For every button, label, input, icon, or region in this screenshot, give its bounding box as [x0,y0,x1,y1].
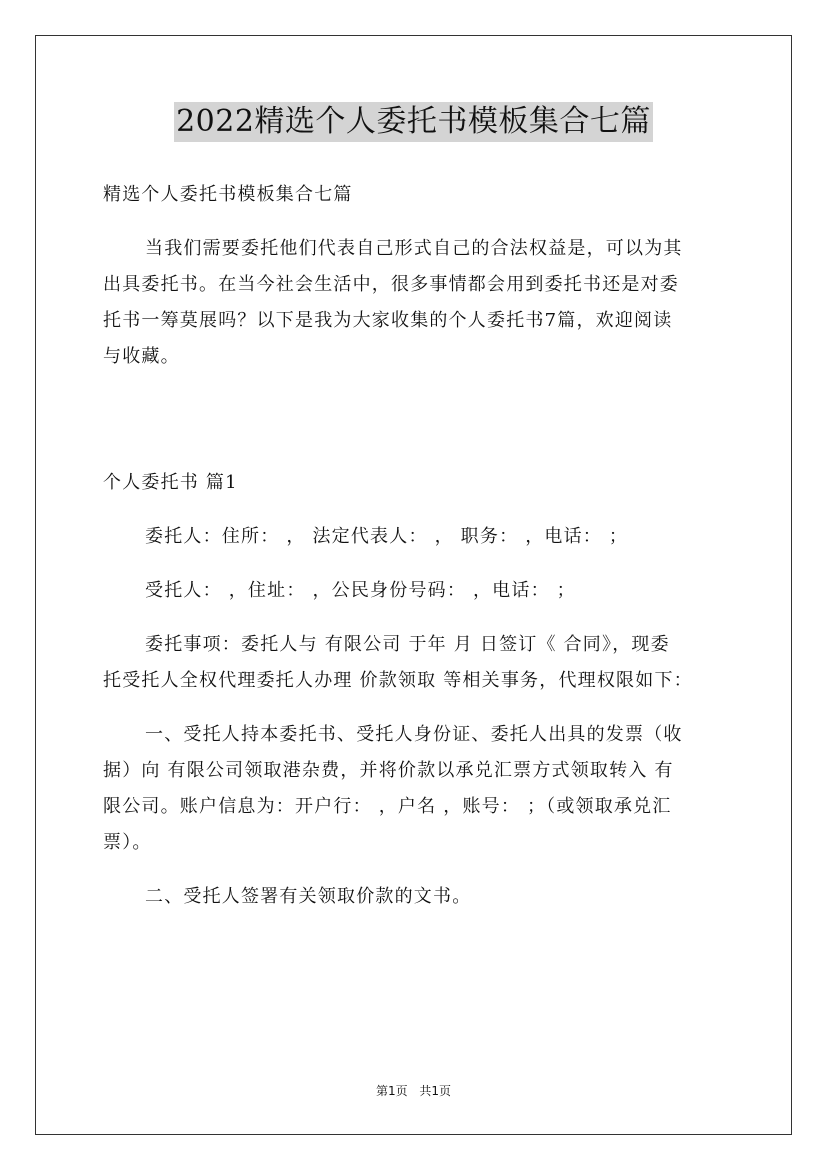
principal-line: 委托人：住所： ， 法定代表人： ， 职务： ，电话： ； [145,526,629,547]
item-1-line: 据）向 有限公司领取港杂费，并将价款以承兑汇票方式领取转入 有 [103,760,674,781]
spacer [103,393,729,465]
agent-line: 受托人： ，住址： ，公民身份号码： ，电话： ； [145,580,576,601]
document-title: 2022精选个人委托书模板集合七篇 [174,102,653,142]
section-heading: 个人委托书 篇1 [103,472,238,493]
item-2-line: 二、受托人签署有关领取价款的文书。 [145,886,472,907]
title-container [0,102,827,142]
item-1-paragraph [103,717,729,861]
intro-line: 出具委托书。在当今社会生活中，很多事情都会用到委托书还是对委 [103,274,679,295]
intro-line: 托书一筹莫展吗？以下是我为大家收集的个人委托书7篇，欢迎阅读 [103,310,673,331]
item-1-line: 票）。 [103,832,152,853]
document-body [103,177,729,915]
page-footer [0,1082,827,1099]
document-subtitle: 精选个人委托书模板集合七篇 [103,184,353,205]
page-number: 第1页 [375,1084,408,1098]
intro-paragraph [103,231,729,375]
matters-paragraph [103,627,729,699]
matters-line: 委托事项：委托人与 有限公司 于年 月 日签订《 合同》，现委 [145,634,670,655]
item-1-line: 限公司。账户信息为：开户行： ，户名 ，账号： ；（或领取承兑汇 [103,796,672,817]
page-total: 共1页 [419,1084,452,1098]
item-1-line: 一、受托人持本委托书、受托人身份证、委托人出具的发票（收 [145,724,683,745]
intro-line: 与收藏。 [103,346,180,367]
intro-line: 当我们需要委托他们代表自己形式自己的合法权益是，可以为其 [145,238,683,259]
matters-line: 托受托人全权代理委托人办理 价款领取 等相关事务，代理权限如下： [103,670,693,691]
